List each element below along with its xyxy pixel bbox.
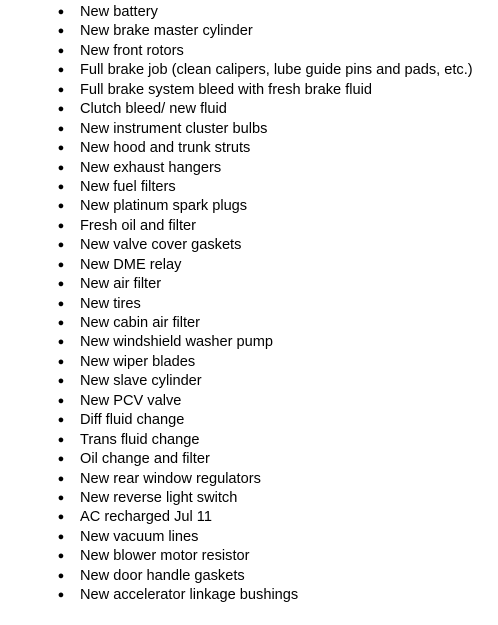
list-item-text: New wiper blades <box>80 353 196 370</box>
list-item-text: New slave cylinder <box>80 373 202 390</box>
list-item <box>0 528 498 547</box>
list-item-text: Clutch bleed/ new fluid <box>80 101 227 118</box>
list-item <box>0 217 498 236</box>
list-item <box>0 372 498 391</box>
bullet-icon: ● <box>57 6 65 18</box>
bullet-icon: ● <box>57 317 65 329</box>
bullet-icon: ● <box>57 180 65 193</box>
bullet-icon: ● <box>57 142 65 155</box>
list-item-text: Fresh oil and filter <box>80 217 196 234</box>
bullet-icon: ● <box>57 550 65 563</box>
list-item <box>0 508 498 527</box>
bullet-icon: ● <box>57 297 65 310</box>
bullet-icon: ● <box>57 219 65 232</box>
bullet-icon: ● <box>57 491 65 504</box>
list-item <box>0 256 498 275</box>
bullet-icon: ● <box>57 530 65 543</box>
bullet-icon: ● <box>57 375 65 388</box>
bullet-icon: ● <box>57 83 65 96</box>
list-item-text: New PCV valve <box>80 392 182 409</box>
list-item-text: Trans fluid change <box>80 431 200 448</box>
list-item <box>0 333 498 352</box>
list-item <box>0 159 498 178</box>
list-item <box>0 120 498 139</box>
list-item-text: New hood and trunk struts <box>80 140 251 157</box>
list-item-text: New exhaust hangers <box>80 159 222 176</box>
list-item-text: New windshield washer pump <box>80 334 274 351</box>
list-item <box>0 42 498 61</box>
list-item-text: New air filter <box>80 276 162 293</box>
bullet-icon: ● <box>57 589 65 602</box>
list-item-text: New instrument cluster bulbs <box>80 120 268 137</box>
list-item <box>0 567 498 586</box>
list-item <box>0 275 498 294</box>
list-item <box>0 450 498 469</box>
list-item-text: New valve cover gaskets <box>80 237 242 254</box>
bullet-icon: ● <box>57 200 65 213</box>
bullet-icon: ● <box>57 122 65 135</box>
list-item-text: New battery <box>80 4 158 20</box>
list-item <box>0 431 498 450</box>
list-item <box>0 100 498 119</box>
bullet-icon: ● <box>57 258 65 271</box>
bullet-icon: ● <box>57 278 65 291</box>
list-item-text: New front rotors <box>80 42 184 59</box>
list-item <box>0 22 498 41</box>
bullet-icon: ● <box>57 161 65 174</box>
bullet-icon: ● <box>57 336 65 349</box>
bullet-icon: ● <box>57 472 65 485</box>
bullet-icon: ● <box>57 511 65 524</box>
list-item <box>0 353 498 372</box>
list-item <box>0 139 498 158</box>
bullet-icon: ● <box>57 64 65 77</box>
bullet-icon: ● <box>57 103 65 116</box>
list-item <box>0 295 498 314</box>
bullet-icon: ● <box>57 414 65 427</box>
list-item-text: New door handle gaskets <box>80 567 245 584</box>
bullet-icon: ● <box>57 394 65 407</box>
list-item <box>0 61 498 80</box>
list-item-text: New platinum spark plugs <box>80 198 248 215</box>
list-item <box>0 489 498 508</box>
list-item <box>0 178 498 197</box>
list-item-text: Diff fluid change <box>80 412 185 429</box>
list-item-text: New brake master cylinder <box>80 23 253 40</box>
maintenance-bullet-list <box>0 3 498 606</box>
bullet-icon: ● <box>57 239 65 252</box>
list-item <box>0 236 498 255</box>
list-item <box>0 547 498 566</box>
bullet-icon: ● <box>57 44 65 57</box>
list-item <box>0 3 498 22</box>
list-item <box>0 392 498 411</box>
list-item-text: New DME relay <box>80 256 182 273</box>
list-item <box>0 586 498 605</box>
list-item-text: Oil change and filter <box>80 451 210 468</box>
list-item-text: New reverse light switch <box>80 489 238 506</box>
list-item <box>0 470 498 489</box>
list-item-text: New vacuum lines <box>80 528 199 545</box>
bullet-icon: ● <box>57 569 65 582</box>
list-item-text: New rear window regulators <box>80 470 261 487</box>
list-item <box>0 314 498 333</box>
list-item <box>0 197 498 216</box>
list-item-text: New cabin air filter <box>80 315 201 331</box>
list-item-text: Full brake system bleed with fresh brake fluid <box>80 81 373 98</box>
list-item-text: New blower motor resistor <box>80 548 250 565</box>
bullet-icon: ● <box>57 453 65 466</box>
list-item-text: New accelerator linkage bushings <box>80 587 299 604</box>
list-item-text: Full brake job (clean calipers, lube guide pins and pads, etc.) <box>80 62 473 79</box>
bullet-icon: ● <box>57 433 65 446</box>
bullet-icon: ● <box>57 25 65 38</box>
list-item <box>0 411 498 430</box>
list-item-text: New fuel filters <box>80 178 176 195</box>
bullet-icon: ● <box>57 355 65 368</box>
list-item-text: New tires <box>80 295 141 312</box>
list-item <box>0 81 498 100</box>
list-item-text: AC recharged Jul 11 <box>80 509 212 526</box>
